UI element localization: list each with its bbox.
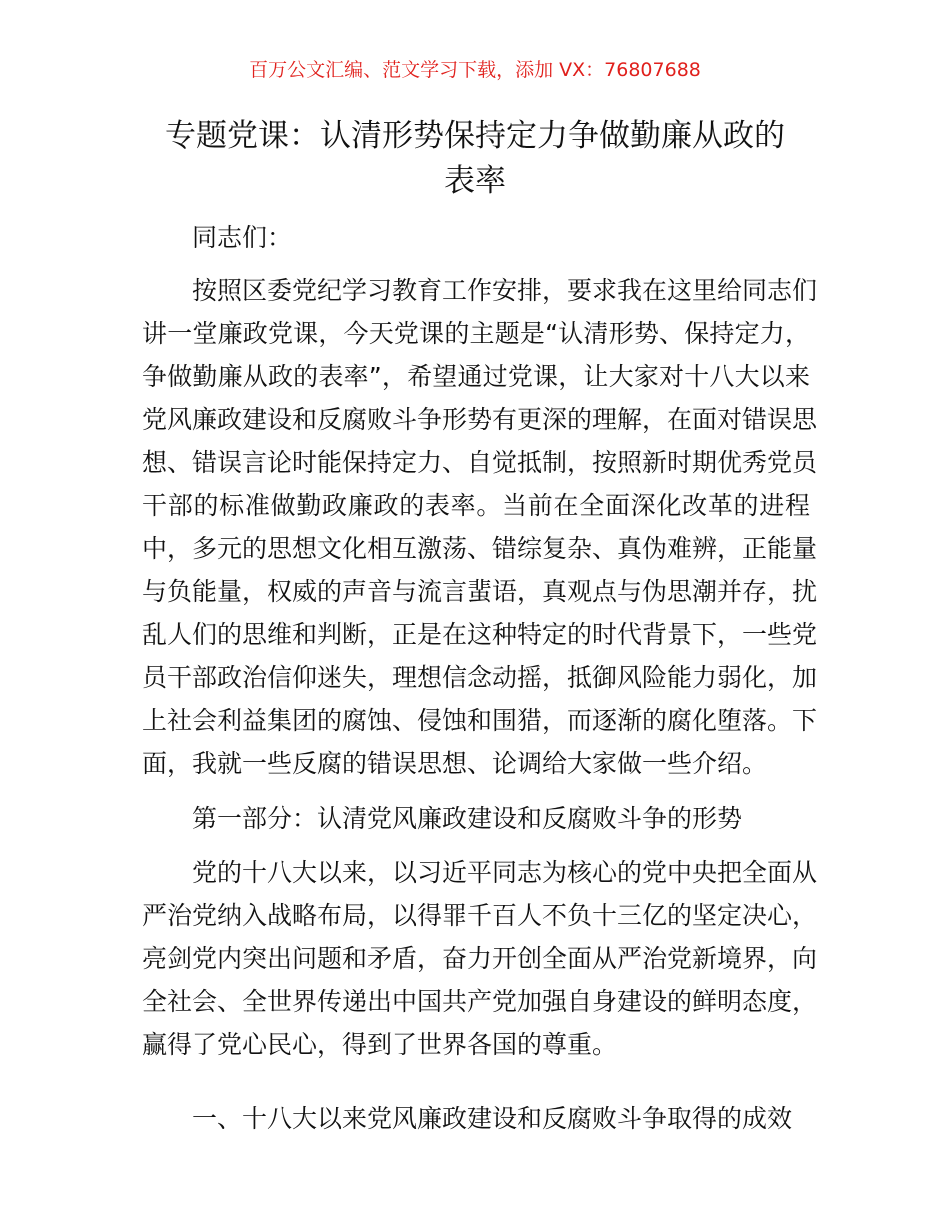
text-line: 讲一堂廉政党课，今天党课的主题是“认清形势、保持定力，: [142, 319, 810, 348]
text-line: 面，我就一些反腐的错误思想、论调给大家做一些介绍。: [142, 749, 768, 778]
text-line: 中，多元的思想文化相互激荡、错综复杂、真伪难辨，正能量: [142, 534, 818, 563]
text-line: 乱人们的思维和判断，正是在这种特定的时代背景下，一些党: [142, 620, 818, 649]
text-line: 同志们：: [192, 223, 293, 252]
text-line: 想、错误言论时能保持定力、自觉抵制，按照新时期优秀党员: [142, 448, 818, 477]
section-heading: [142, 797, 810, 840]
sub-heading: [142, 1097, 810, 1140]
document-title: [120, 114, 830, 204]
text-line: 与负能量，权威的声音与流言蜚语，真观点与伪思潮并存，扰: [142, 577, 818, 606]
text-line: 赢得了党心民心，得到了世界各国的尊重。: [142, 1030, 618, 1059]
text-line: 第一部分：认清党风廉政建设和反腐败斗争的形势: [192, 804, 743, 833]
text-line: 亮剑党内突出问题和矛盾，奋力开创全面从严治党新境界，向: [142, 944, 818, 973]
watermark-banner: 百万公文汇编、范文学习下载，添加 VX：76807688: [249, 59, 701, 81]
title-line: 专题党课：认清形势保持定力争做勤廉从政的: [165, 118, 785, 154]
text-line: 按照区委党纪学习教育工作安排，要求我在这里给同志们: [192, 276, 818, 305]
text-line: 党风廉政建设和反腐败斗争形势有更深的理解，在面对错误思: [142, 405, 818, 434]
text-line: 一、十八大以来党风廉政建设和反腐败斗争取得的成效: [192, 1104, 793, 1133]
text-line: 上社会利益集团的腐蚀、侵蚀和围猎，而逐渐的腐化堕落。下: [142, 706, 818, 735]
title-line: 表率: [444, 163, 506, 199]
text-line: 争做勤廉从政的表率”，希望通过党课，让大家对十八大以来: [142, 362, 810, 391]
greeting-heading: [142, 216, 810, 259]
text-line: 全社会、全世界传递出中国共产党加强自身建设的鲜明态度，: [142, 987, 818, 1016]
text-line: 干部的标准做勤政廉政的表率。当前在全面深化改革的进程: [142, 491, 810, 520]
text-line: 员干部政治信仰迷失，理想信念动摇，抵御风险能力弱化，加: [142, 663, 818, 692]
document-body: [142, 216, 818, 1140]
text-line: 党的十八大以来，以习近平同志为核心的党中央把全面从: [192, 858, 818, 887]
paragraph: [142, 851, 818, 1066]
text-line: 严治党纳入战略布局，以得罪千百人不负十三亿的坚定决心，: [142, 901, 818, 930]
paragraph: [142, 269, 818, 785]
